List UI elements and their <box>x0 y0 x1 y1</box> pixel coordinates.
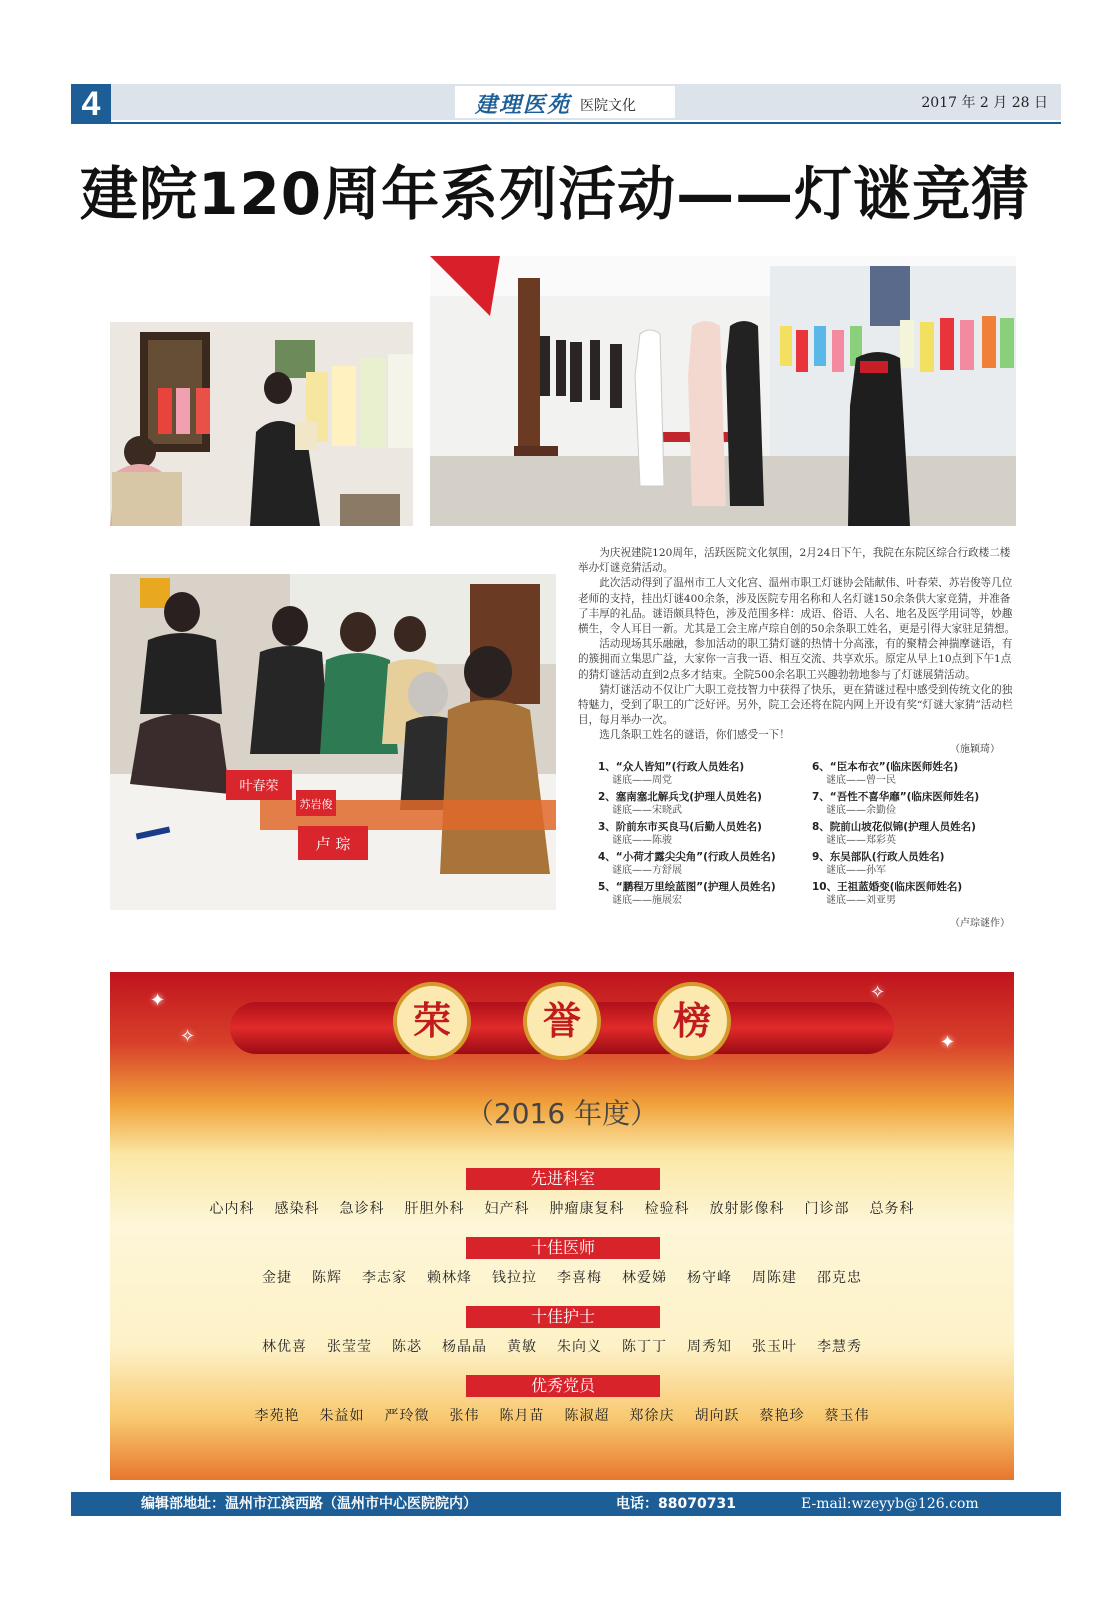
honor-section-label: 优秀党员 <box>466 1375 660 1397</box>
honor-title-char: 榜 <box>653 982 731 1060</box>
honor-name: 肝胆外科 <box>404 1201 465 1217</box>
article-body <box>578 546 1018 744</box>
riddle-question: 2、塞南塞北解兵戈(护理人员姓名) <box>598 791 762 803</box>
photo-riddle-reading <box>110 322 413 526</box>
photo-judges-image <box>110 574 556 910</box>
article-paragraph: 为庆祝建院120周年，活跃医院文化氛围，2月24日下午，我院在东院区综合行政楼二楼举办灯谜竞猜活动。 <box>578 547 1011 575</box>
honor-names-nurses <box>110 1336 1014 1356</box>
riddle-question: 4、“小荷才露尖尖角”(行政人员姓名) <box>598 851 776 863</box>
honor-name: 总务科 <box>869 1201 915 1217</box>
honor-name: 林优喜 <box>262 1339 307 1355</box>
riddle-item <box>598 820 808 848</box>
riddle-answer: 谜底——宋晓武 <box>612 805 682 816</box>
riddle-question: 8、院前山坡花似锦(护理人员姓名) <box>812 821 976 833</box>
honor-name: 郑徐庆 <box>629 1408 675 1424</box>
riddle-item <box>598 850 808 878</box>
honor-name: 陈淑超 <box>564 1408 610 1424</box>
headline: 建院120周年系列活动——灯谜竞猜 <box>80 160 1031 228</box>
honor-name: 林爱娣 <box>622 1270 667 1286</box>
honor-name: 金捷 <box>262 1270 292 1286</box>
honor-name: 蔡玉伟 <box>824 1408 870 1424</box>
honor-name: 心内科 <box>209 1201 255 1217</box>
riddle-item <box>812 790 1022 818</box>
riddle-answer: 谜底——余勤俭 <box>826 805 896 816</box>
sparkle-icon: ✧ <box>180 1026 196 1047</box>
honor-name: 钱拉拉 <box>492 1270 537 1286</box>
photo-riddle-reading-image <box>110 322 413 526</box>
honor-name: 肿瘤康复科 <box>549 1201 625 1217</box>
honor-name: 朱益如 <box>319 1408 365 1424</box>
riddle-answer: 谜底——曾一民 <box>826 775 896 786</box>
honor-roll-banner <box>110 972 1014 1480</box>
honor-name: 妇产科 <box>484 1201 530 1217</box>
article-paragraph: 此次活动得到了温州市工人文化宫、温州市职工灯谜协会陆献伟、叶春荣、苏岩俊等几位老师的支持，挂出灯谜400余条，涉及医院专用名称和人名灯谜150余条供大家竞猜，并准备了丰厚的礼品。谜语颇具特色，涉及范围多样：成语、俗语、人名、地名及医学用词等，妙趣横生，令人耳目一新。尤其是工会主席卢琮自创的50余条职工姓名，更是引得大家驻足猜想。 <box>578 577 1016 636</box>
honor-name: 李志家 <box>362 1270 407 1286</box>
honor-name: 周陈建 <box>752 1270 797 1286</box>
issue-date: 2017 年 2 月 28 日 <box>921 95 1048 111</box>
honor-title-char: 荣 <box>393 982 471 1060</box>
honor-title-char: 誉 <box>523 982 601 1060</box>
nameplate-3-text: 卢 琮 <box>315 835 351 853</box>
riddle-answer: 谜底——刘亚男 <box>826 895 896 906</box>
riddle-item <box>598 790 808 818</box>
riddle-item <box>812 850 1022 878</box>
honor-name: 李苑艳 <box>254 1408 300 1424</box>
riddle-item <box>598 760 808 788</box>
nameplate-1-text: 叶春荣 <box>239 779 279 794</box>
header-rule <box>71 122 1061 124</box>
riddles-byline: （卢琮谜作） <box>950 918 1010 929</box>
honor-name: 李慧秀 <box>817 1339 862 1355</box>
honor-year: （2016 年度） <box>465 1097 659 1130</box>
riddle-question: 7、“吾性不喜华靡”(临床医师姓名) <box>812 791 980 803</box>
photo-hallway-riddles <box>430 256 1016 526</box>
riddle-item <box>812 760 1022 788</box>
honor-names-doctors <box>110 1267 1014 1287</box>
honor-name: 急诊科 <box>339 1201 385 1217</box>
honor-name: 放射影像科 <box>709 1201 785 1217</box>
honor-name: 朱向义 <box>557 1339 602 1355</box>
riddle-answer: 谜底——郑彩英 <box>826 835 896 846</box>
nameplate-2-text: 苏岩俊 <box>299 798 333 811</box>
honor-name: 陈辉 <box>312 1270 342 1286</box>
honor-section-label: 先进科室 <box>466 1168 660 1190</box>
masthead-logo: 建理医苑 <box>475 92 572 118</box>
honor-name: 黄敏 <box>507 1339 537 1355</box>
honor-name: 李喜梅 <box>557 1270 602 1286</box>
honor-name: 陈苾 <box>392 1339 422 1355</box>
honor-section-label: 十佳医师 <box>466 1237 660 1259</box>
riddle-question: 3、阶前东市买良马(后勤人员姓名) <box>598 821 762 833</box>
honor-name: 周秀知 <box>687 1339 732 1355</box>
honor-name: 杨守峰 <box>687 1270 732 1286</box>
riddle-question: 6、“臣本布衣”(临床医师姓名) <box>812 761 959 773</box>
honor-names-party-members <box>110 1405 1014 1425</box>
riddle-answer: 谜底——孙军 <box>826 865 886 876</box>
honor-name: 张玉叶 <box>752 1339 797 1355</box>
honor-name: 检验科 <box>644 1201 690 1217</box>
riddle-question: 9、东吴部队(行政人员姓名) <box>812 851 945 863</box>
editorial-email: E-mail:wzeyyb@126.com <box>801 1496 979 1512</box>
nameplate-3 <box>298 826 368 860</box>
riddle-answer: 谜底——陈骏 <box>612 835 672 846</box>
footer-bar <box>71 1492 1061 1516</box>
honor-section-label: 十佳护士 <box>466 1306 660 1328</box>
photo-hallway-image <box>430 256 1016 526</box>
honor-name: 邵克忠 <box>817 1270 862 1286</box>
honor-name: 张伟 <box>449 1408 480 1424</box>
honor-name: 张莹莹 <box>327 1339 372 1355</box>
photo-judges-table <box>110 574 556 910</box>
article-paragraph: 猜灯谜活动不仅让广大职工竞技智力中获得了快乐，更在猜谜过程中感受到传统文化的独特魅力，受到了职工的广泛好评。另外，院工会还将在院内网上开设有奖“灯谜大家猜”活动栏目，每月举办一次。 <box>578 683 1013 727</box>
honor-name: 赖林烽 <box>427 1270 472 1286</box>
riddle-item <box>812 880 1022 908</box>
article-byline: （施颖琦） <box>950 744 1000 755</box>
page-number: 4 <box>71 84 111 124</box>
sparkle-icon: ✦ <box>940 1032 956 1053</box>
honor-name: 感染科 <box>274 1201 320 1217</box>
riddle-question: 1、“众人皆知”(行政人员姓名) <box>598 761 745 773</box>
article-paragraph: 活动现场其乐融融，参加活动的职工猜灯谜的热情十分高涨，有的聚精会神揣摩谜语，有的簇拥而立集思广益，大家你一言我一语、相互交流、共享欢乐。原定从早上10点到下午1点的猜灯谜活动直到2点多才结束。全院500余名职工兴趣勃勃地参与了灯谜展猜活动。 <box>578 638 1013 681</box>
riddle-question: 5、“鹏程万里绘蓝图”(护理人员姓名) <box>598 881 776 893</box>
honor-name: 胡向跃 <box>694 1408 740 1424</box>
article-paragraph: 选几条职工姓名的谜语，你们感受一下！ <box>599 729 790 742</box>
riddle-item <box>812 820 1022 848</box>
riddle-answer: 谜底——方舒展 <box>612 865 682 876</box>
riddle-item <box>598 880 808 908</box>
editorial-phone: 电话：88070731 <box>616 1496 736 1512</box>
honor-name: 陈月苗 <box>499 1408 545 1424</box>
sparkle-icon: ✦ <box>150 990 166 1011</box>
editorial-address: 编辑部地址：温州市江滨西路（温州市中心医院院内） <box>141 1496 477 1512</box>
nameplate-2 <box>296 790 336 816</box>
masthead <box>455 86 675 118</box>
honor-name: 严玲徵 <box>384 1408 430 1424</box>
honor-name: 杨晶晶 <box>442 1339 487 1355</box>
riddle-answer: 谜底——施展宏 <box>612 895 682 906</box>
riddle-question: 10、王祖蓝婚变(临床医师姓名) <box>812 881 963 893</box>
section-name: 医院文化 <box>580 98 636 114</box>
sparkle-icon: ✧ <box>870 982 886 1003</box>
honor-name: 蔡艳珍 <box>759 1408 805 1424</box>
riddle-answer: 谜底——周党 <box>612 775 672 786</box>
honor-name: 陈丁丁 <box>622 1339 667 1355</box>
honor-names-departments <box>110 1198 1014 1218</box>
honor-name: 门诊部 <box>804 1201 850 1217</box>
nameplate-1 <box>226 770 292 800</box>
